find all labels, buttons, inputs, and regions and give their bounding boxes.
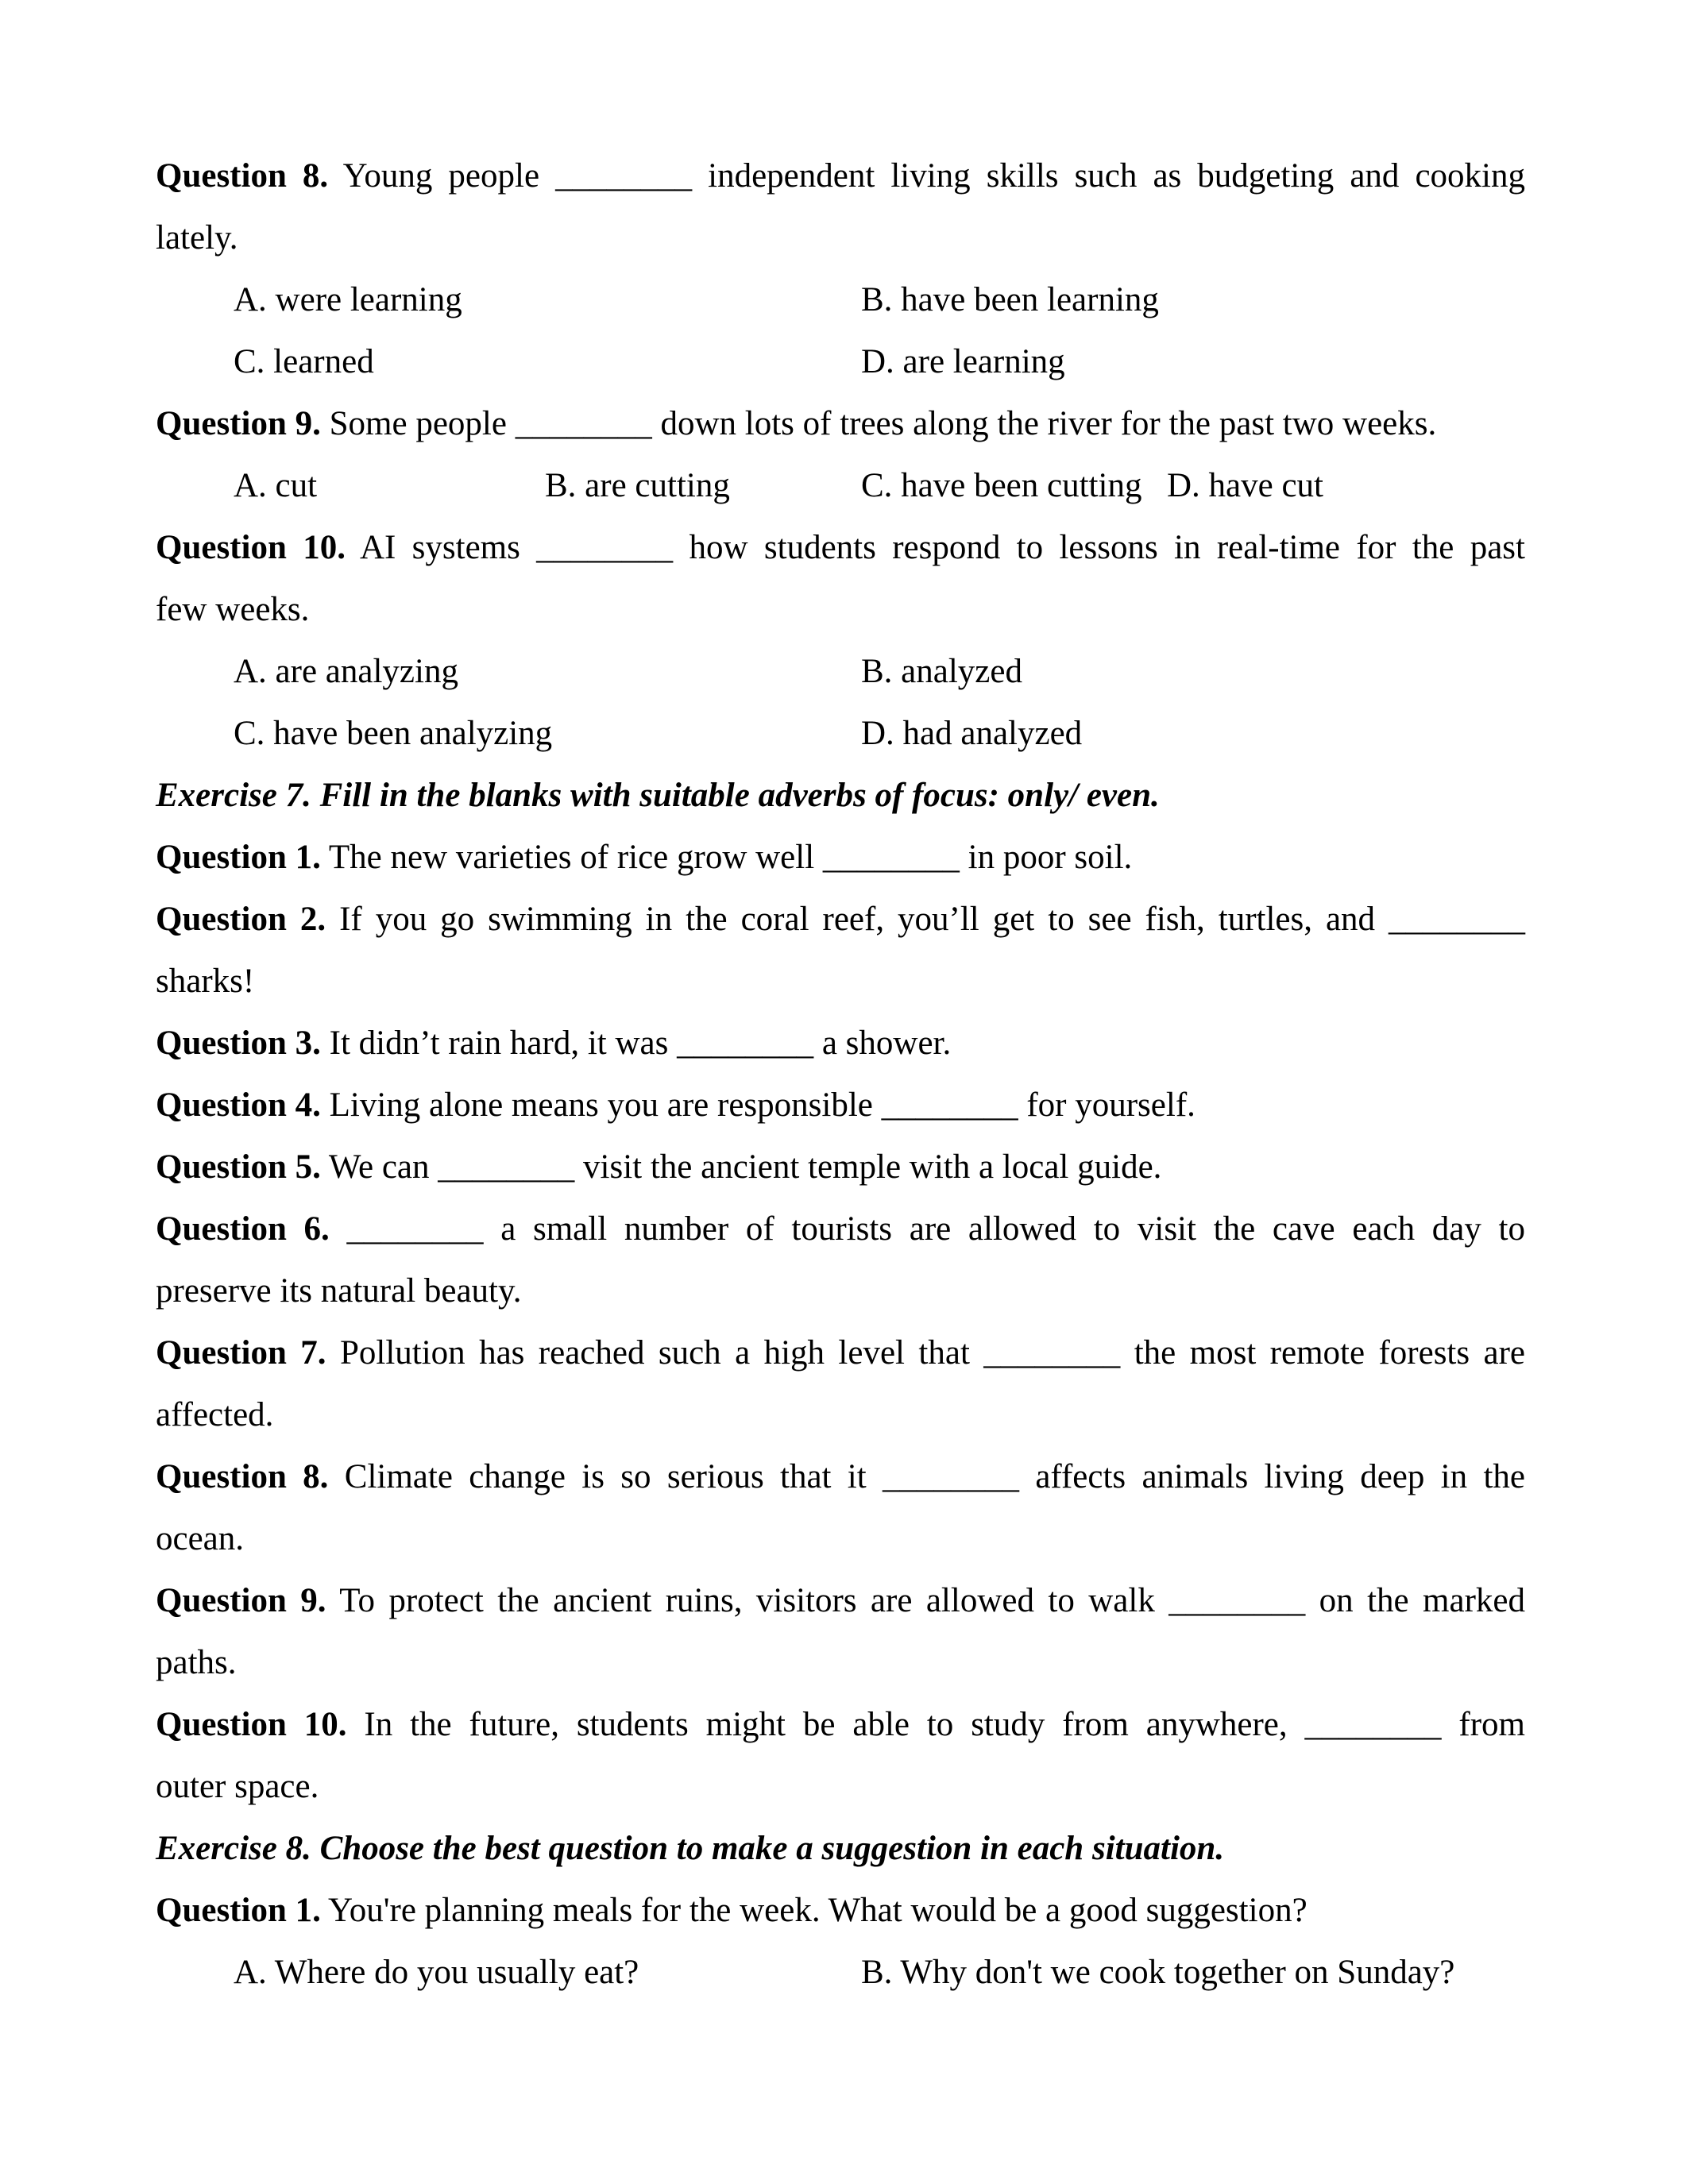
question-text: Young people ________ independent living skills such as budgeting and cooking: [342, 157, 1525, 195]
question-text: Some people ________ down lots of trees along the river for the past two weeks.: [329, 405, 1437, 442]
question-text: It didn’t rain hard, it was ________ a shower.: [329, 1024, 952, 1062]
question-text: AI systems ________ how students respond to lessons in real-time for the past: [359, 529, 1525, 566]
option-c: C. have been cutting: [861, 467, 1142, 504]
option-a: A. cut: [234, 467, 318, 504]
question-text: You're planning meals for the week. What would be a good suggestion?: [328, 1892, 1308, 1929]
question-label: Question 8.: [156, 157, 329, 195]
ex7-question-7-line-1: [156, 1333, 1525, 1374]
option-d: D. had analyzed: [861, 715, 1083, 752]
question-10-line-2: few weeks.: [156, 591, 310, 628]
option-d: D. have cut: [1167, 467, 1324, 504]
question-label: Question 4.: [156, 1086, 321, 1124]
ex7-question-2-line-1: [156, 899, 1525, 940]
ex7-question-2-line-2: sharks!: [156, 963, 255, 1000]
ex7-question-10-line-1: [156, 1704, 1525, 1746]
question-text: To protect the ancient ruins, visitors are allowed to walk ________ on the marked: [339, 1582, 1525, 1619]
question-label: Question 10.: [156, 529, 346, 566]
question-text: ________ a small number of tourists are allowed to visit the cave each day to: [346, 1210, 1525, 1248]
question-text: Pollution has reached such a high level that ________ the most remote forests are: [339, 1334, 1526, 1372]
question-label: Question 9.: [156, 405, 321, 442]
question-text: The new varieties of rice grow well ________ in poor soil.: [328, 839, 1133, 876]
ex7-question-8-line-1: [156, 1457, 1525, 1498]
option-a: A. were learning: [234, 281, 462, 318]
question-9-line-1: [156, 403, 1525, 445]
option-a: A. are analyzing: [234, 653, 458, 690]
question-text: We can ________ visit the ancient temple with a local guide.: [328, 1148, 1162, 1186]
ex7-question-8-line-2: ocean.: [156, 1520, 245, 1557]
ex7-question-6-line-2: preserve its natural beauty.: [156, 1272, 522, 1310]
question-label: Question 10.: [156, 1706, 347, 1743]
question-text: Climate change is so serious that it ________ affects animals living deep in the: [344, 1458, 1525, 1495]
option-b: B. Why don't we cook together on Sunday?: [861, 1954, 1455, 1991]
question-label: Question 8.: [156, 1458, 329, 1495]
question-8-line-2: lately.: [156, 219, 238, 257]
option-b: B. analyzed: [861, 653, 1022, 690]
question-label: Question 6.: [156, 1210, 330, 1248]
ex7-question-7-line-2: affected.: [156, 1396, 274, 1433]
ex7-question-10-line-2: outer space.: [156, 1768, 319, 1805]
question-text: In the future, students might be able to study from anywhere, ________ from: [364, 1706, 1525, 1743]
question-label: Question 3.: [156, 1024, 321, 1062]
question-label: Question 2.: [156, 901, 326, 938]
ex7-question-1: [156, 837, 1525, 878]
ex7-question-9-line-1: [156, 1580, 1525, 1622]
question-label: Question 7.: [156, 1334, 326, 1372]
question-text: If you go swimming in the coral reef, you’ll get to see fish, turtles, and ________: [339, 901, 1526, 938]
question-10-line-1: [156, 527, 1525, 569]
question-label: Question 1.: [156, 1892, 321, 1929]
ex7-question-4: [156, 1085, 1525, 1126]
exercise-8-title: Exercise 8. Choose the best question to make a suggestion in each situation.: [156, 1830, 1225, 1867]
question-text: Living alone means you are responsible ________ for yourself.: [329, 1086, 1196, 1124]
question-label: Question 9.: [156, 1582, 326, 1619]
question-label: Question 1.: [156, 839, 321, 876]
ex7-question-3: [156, 1023, 1525, 1064]
option-b: B. are cutting: [545, 467, 730, 504]
ex7-question-9-line-2: paths.: [156, 1644, 237, 1681]
ex7-question-6-line-1: [156, 1209, 1525, 1250]
option-a: A. Where do you usually eat?: [234, 1954, 639, 1991]
ex7-question-5: [156, 1147, 1525, 1188]
question-8-line-1: [156, 156, 1525, 197]
ex8-question-1: [156, 1890, 1525, 1931]
option-d: D. are learning: [861, 343, 1065, 380]
option-b: B. have been learning: [861, 281, 1159, 318]
question-label: Question 5.: [156, 1148, 321, 1186]
exercise-7-title: Exercise 7. Fill in the blanks with suitable adverbs of focus: only/ even.: [156, 777, 1160, 814]
option-c: C. have been analyzing: [234, 715, 553, 752]
option-c: C. learned: [234, 343, 374, 380]
